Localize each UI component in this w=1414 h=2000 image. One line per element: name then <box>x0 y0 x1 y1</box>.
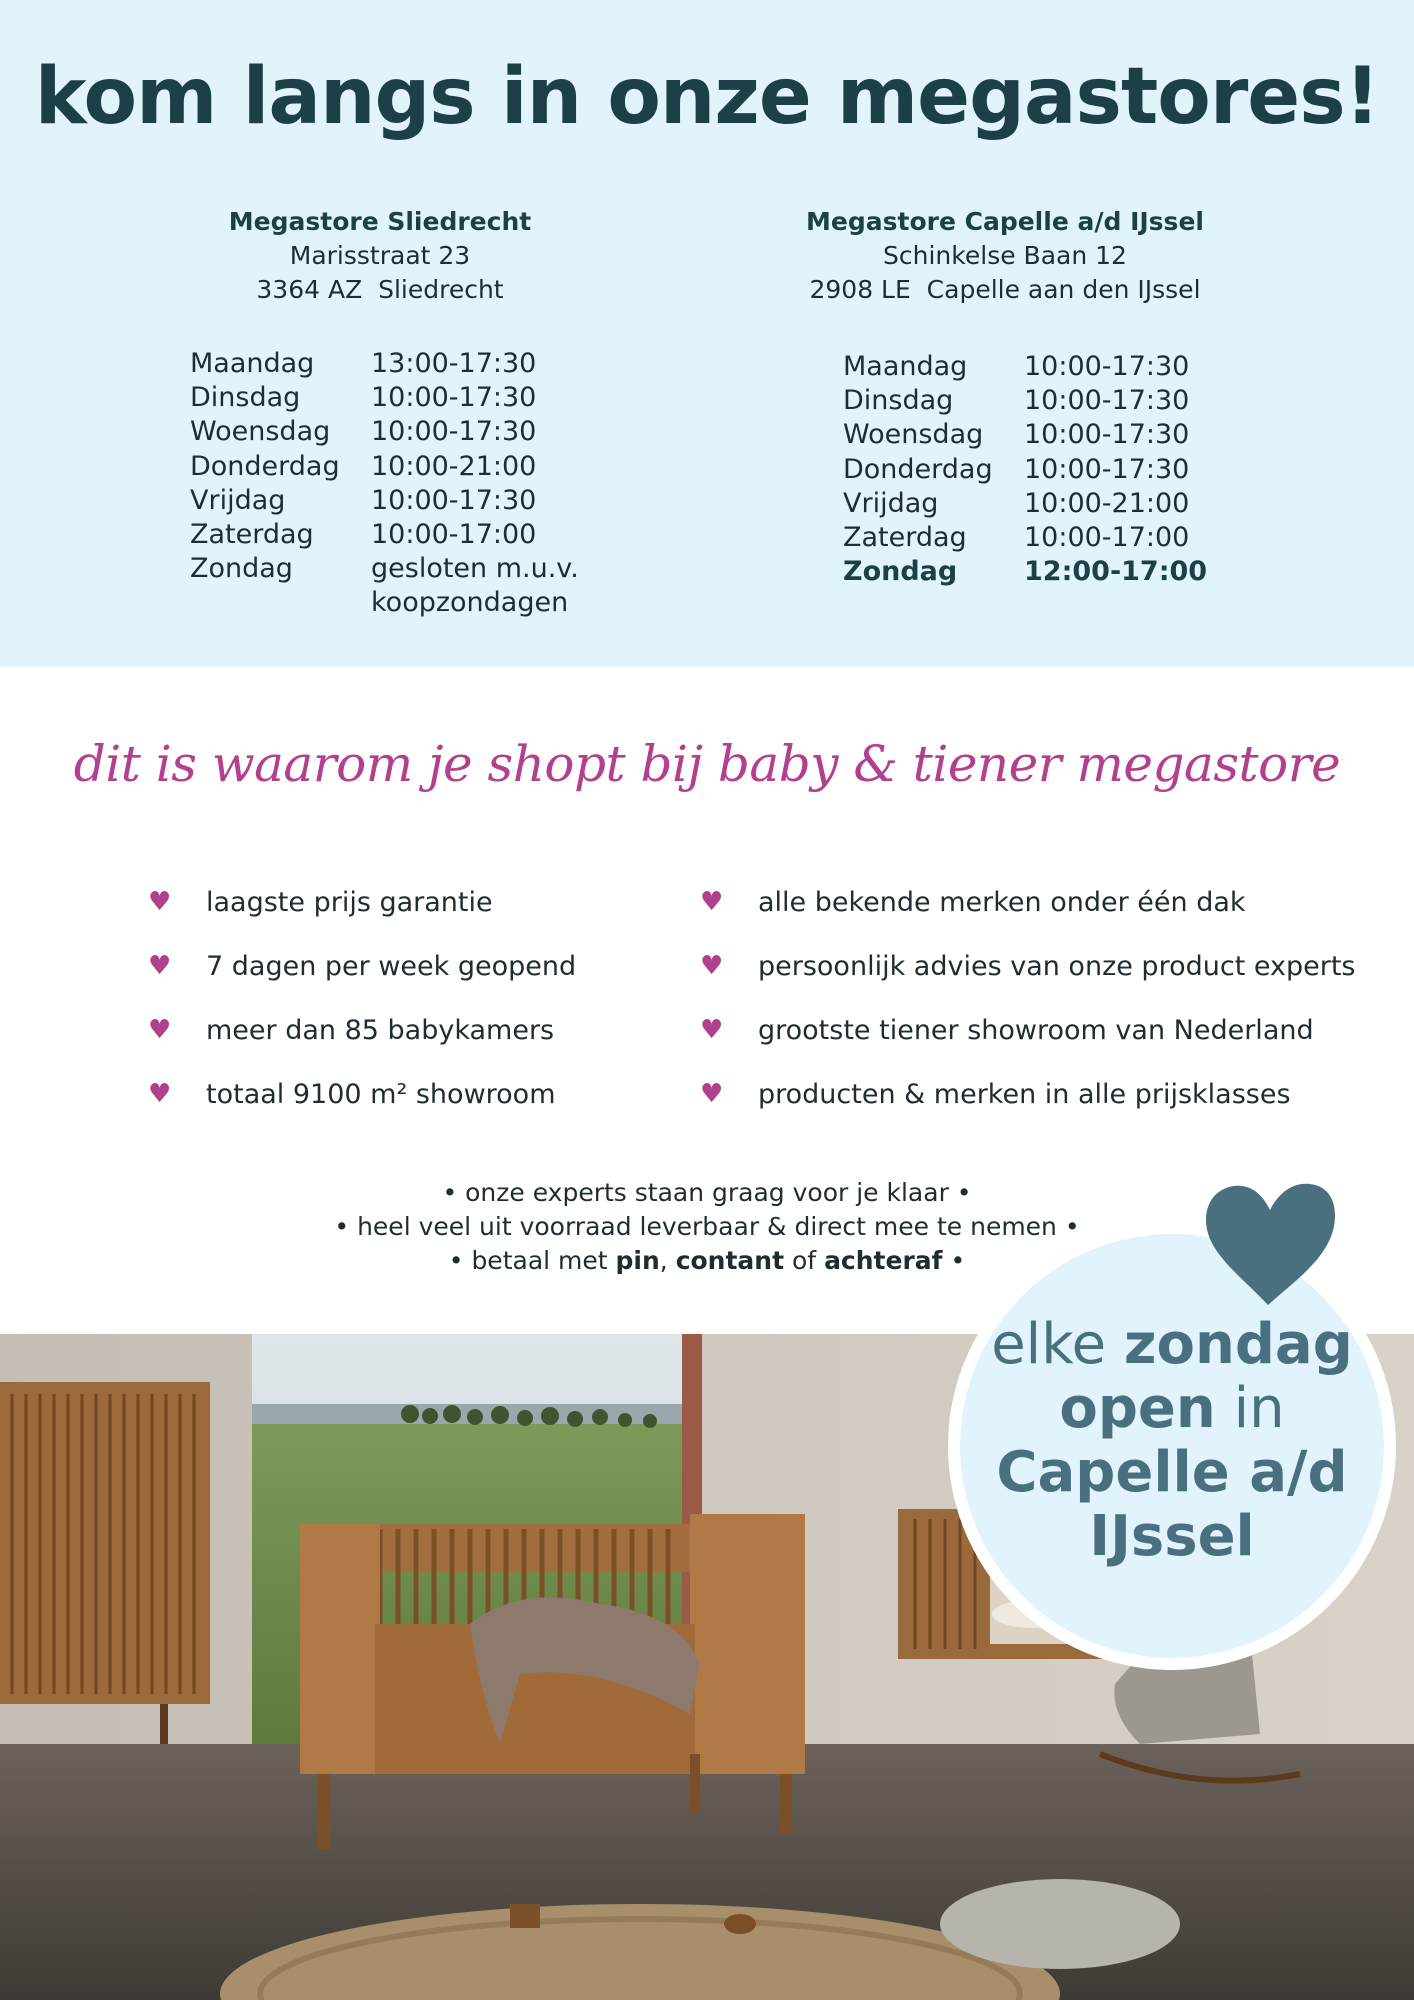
badge-word: in <box>1215 1376 1285 1441</box>
hours-day: Dinsdag <box>843 385 954 417</box>
usp-item <box>700 1062 1355 1126</box>
bullet-text: • betaal met <box>448 1246 616 1275</box>
hours-row <box>843 384 1264 418</box>
tagline: dit is waarom je shopt bij baby & tiener megastore <box>73 735 1341 793</box>
hours-time: 12:00-17:00 <box>1024 556 1208 588</box>
store-name: Megastore Sliedrecht <box>228 207 532 236</box>
hours-row <box>843 453 1264 487</box>
usp-list-left <box>148 870 576 1126</box>
hours-row <box>190 415 611 449</box>
hours-day: Zondag <box>190 553 293 585</box>
hours-time: 10:00-17:30 <box>371 484 537 516</box>
usp-text: persoonlijk advies van onze product experts <box>758 950 1356 982</box>
hours-time: 10:00-17:00 <box>371 519 537 551</box>
usp-text: laagste prijs garantie <box>206 886 493 918</box>
badge-word: zondag <box>1123 1312 1353 1377</box>
badge-word: elke <box>991 1312 1124 1377</box>
usp-item <box>700 934 1355 998</box>
opening-hours-capelle <box>843 350 1264 589</box>
hours-row <box>843 350 1264 384</box>
hours-row <box>190 552 611 586</box>
heart-icon: ♥ <box>148 951 172 981</box>
hours-row <box>190 586 611 620</box>
badge-word: Capelle a/d <box>996 1440 1348 1505</box>
page-headline: kom langs in onze megastores! <box>34 52 1380 142</box>
usp-text: alle bekende merken onder één dak <box>758 886 1246 918</box>
hours-time: 10:00-21:00 <box>1024 487 1190 519</box>
usp-item <box>148 934 576 998</box>
store-info-panel <box>0 0 1414 667</box>
store-address-capelle <box>775 205 1235 307</box>
usp-text: grootste tiener showroom van Nederland <box>758 1014 1314 1046</box>
heart-icon: ♥ <box>148 887 172 917</box>
hours-day: Woensdag <box>190 416 331 448</box>
usp-text: 7 dagen per week geopend <box>206 950 577 982</box>
hours-time: 10:00-17:30 <box>1024 385 1190 417</box>
hours-row <box>843 521 1264 555</box>
heart-icon: ♥ <box>700 951 724 981</box>
usp-list-right <box>700 870 1355 1126</box>
store-address-sliedrecht <box>180 205 580 307</box>
hours-row <box>190 347 611 381</box>
opening-hours-sliedrecht <box>190 347 611 621</box>
hours-day: Vrijdag <box>843 487 939 519</box>
hours-row <box>190 381 611 415</box>
hours-row-sunday <box>843 555 1264 589</box>
hours-time: 10:00-17:30 <box>1024 453 1190 485</box>
hours-row <box>190 450 611 484</box>
badge-word: open <box>1059 1376 1216 1441</box>
hours-time: 10:00-17:30 <box>371 416 537 448</box>
hours-day: Maandag <box>190 348 315 379</box>
store-street: Marisstraat 23 <box>289 241 471 270</box>
payment-pin: pin <box>615 1246 660 1275</box>
hours-day: Zaterdag <box>190 519 314 551</box>
hours-time: gesloten m.u.v. <box>371 553 579 585</box>
store-city: 2908 LE Capelle aan den IJssel <box>809 275 1201 304</box>
store-city: 3364 AZ Sliedrecht <box>256 275 504 304</box>
hours-day: Zondag <box>843 556 958 588</box>
usp-text: producten & merken in alle prijsklasses <box>758 1078 1291 1110</box>
usp-text: meer dan 85 babykamers <box>206 1014 555 1046</box>
bullet-text: , <box>659 1246 676 1275</box>
payment-achteraf: achteraf <box>824 1246 943 1275</box>
bullet-text: of <box>784 1246 825 1275</box>
bullet-text: • <box>942 1246 966 1275</box>
badge-word: IJssel <box>1089 1504 1255 1569</box>
hours-time: 13:00-17:30 <box>371 348 537 379</box>
hours-row <box>843 487 1264 521</box>
hours-row <box>843 418 1264 452</box>
heart-icon: ♥ <box>700 1015 724 1045</box>
bullet-line: • heel veel uit voorraad leverbaar & direct mee te nemen • <box>334 1212 1080 1241</box>
usp-item <box>148 998 576 1062</box>
hours-time: 10:00-17:00 <box>1024 522 1190 554</box>
hours-day: Dinsdag <box>190 382 301 414</box>
heart-icon: ♥ <box>148 1079 172 1109</box>
hours-time: koopzondagen <box>371 587 569 619</box>
usp-item <box>700 870 1355 934</box>
badge-text <box>991 1313 1353 1569</box>
usp-item <box>148 1062 576 1126</box>
hours-day: Donderdag <box>843 453 993 485</box>
store-name: Megastore Capelle a/d IJssel <box>806 207 1204 236</box>
heart-icon: ♥ <box>148 1015 172 1045</box>
usp-item <box>700 998 1355 1062</box>
hours-row <box>190 518 611 552</box>
store-street: Schinkelse Baan 12 <box>883 241 1127 270</box>
hours-time: 10:00-17:30 <box>1024 419 1190 451</box>
hours-time: 10:00-21:00 <box>371 450 537 482</box>
hours-time: 10:00-17:30 <box>1024 351 1190 382</box>
heart-icon: ♥ <box>700 887 724 917</box>
hours-day: Maandag <box>843 351 968 382</box>
hours-time: 10:00-17:30 <box>371 382 537 414</box>
heart-icon: ♥ <box>700 1079 724 1109</box>
usp-item <box>148 870 576 934</box>
payment-contant: contant <box>675 1246 785 1275</box>
hours-day: Woensdag <box>843 419 984 451</box>
hours-day <box>190 586 371 620</box>
usp-text: totaal 9100 m² showroom <box>206 1078 556 1110</box>
hours-day: Vrijdag <box>190 484 286 516</box>
hours-row <box>190 484 611 518</box>
bullet-line: • onze experts staan graag voor je klaar • <box>442 1178 972 1207</box>
heart-icon <box>1200 1180 1340 1310</box>
hours-day: Donderdag <box>190 450 340 482</box>
hours-day: Zaterdag <box>843 522 967 554</box>
